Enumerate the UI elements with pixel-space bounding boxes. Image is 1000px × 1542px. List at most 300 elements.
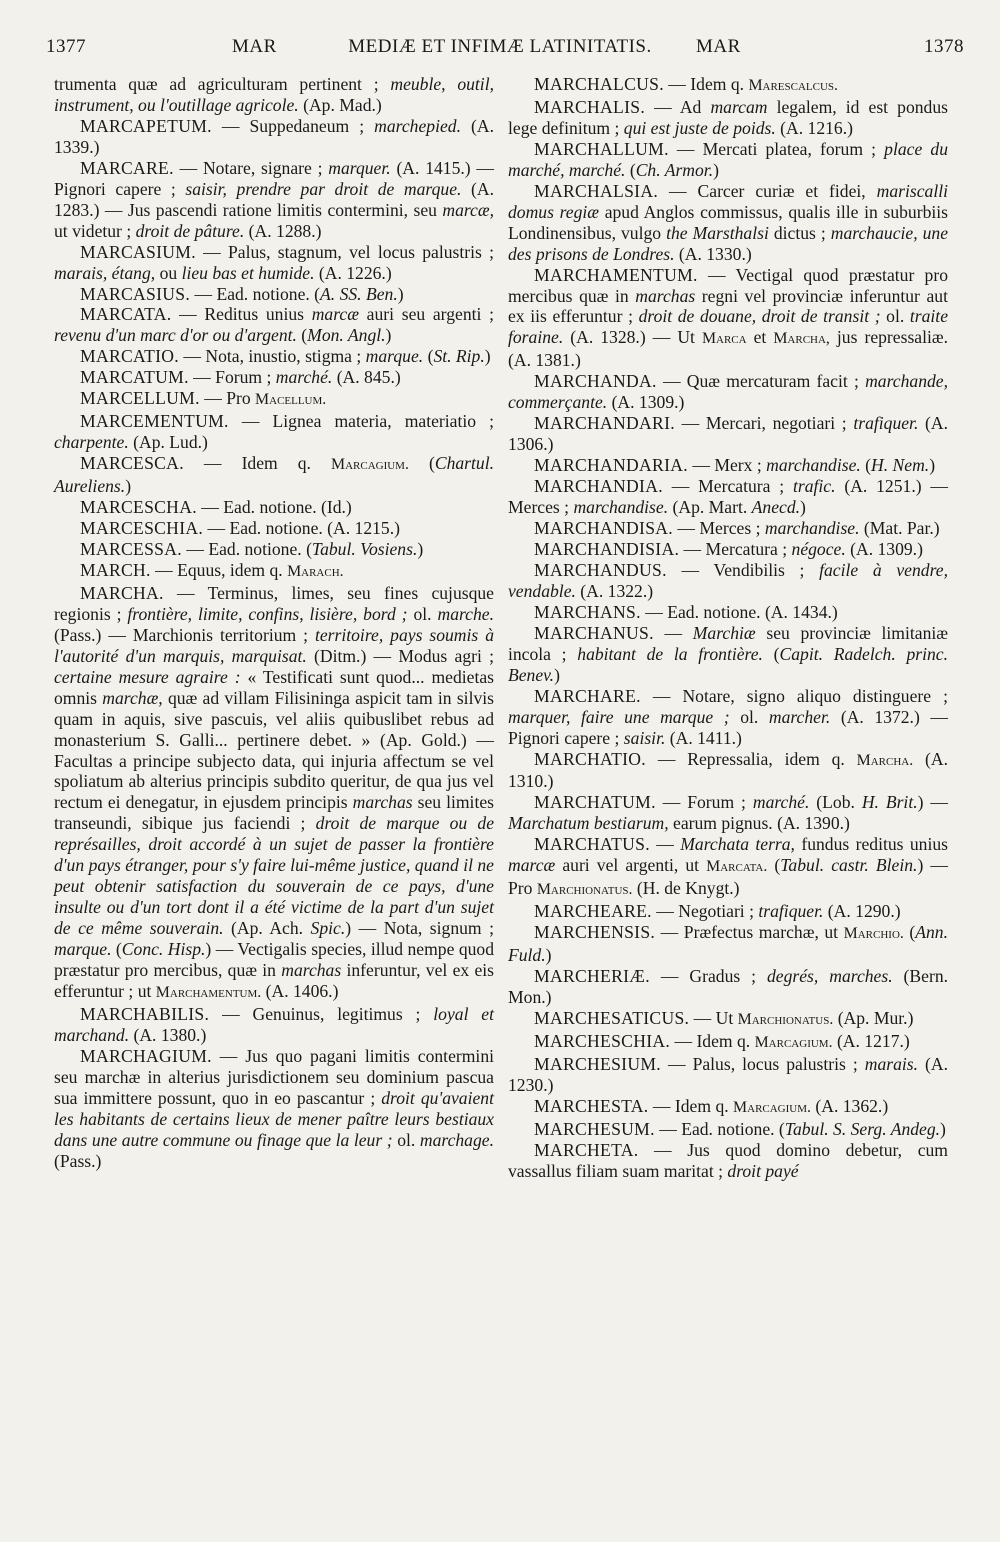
- entry-gloss: marais, étang,: [54, 262, 156, 283]
- entry-gloss: droit qu'avaient les habitants de certains lieux de mener paître leurs bestiaux dans une autre commune ou finage que la leur ;: [54, 1087, 494, 1150]
- entry-gloss: marchas: [635, 285, 696, 306]
- entry-text: (A. 1216.): [775, 117, 853, 138]
- dictionary-entry: [508, 539, 948, 560]
- entry-text: « Testificati sunt quod... medietas omnis: [54, 666, 494, 708]
- entry-headword: MARCHENSIS.: [534, 922, 656, 943]
- entry-text: — Palus, locus palustris ;: [660, 1053, 865, 1074]
- entry-text: — Ead. notione. (: [181, 538, 312, 559]
- entry-cross-reference: Marcha.: [856, 751, 914, 769]
- entry-gloss: marque.: [365, 346, 424, 367]
- entry-text: (Ditm.) — Modus agri ;: [306, 645, 494, 666]
- dictionary-entry: [508, 476, 948, 518]
- entry-headword: MARCHARE.: [534, 685, 641, 706]
- entry-text: seu provinciæ limitaniæ incola ;: [508, 622, 948, 664]
- entry-gloss: revenu d'un marc d'or ou d'argent.: [54, 325, 297, 346]
- entry-headword: MARCEMENTUM.: [80, 411, 229, 432]
- dictionary-entry: [54, 1004, 494, 1046]
- entry-gloss: marais.: [864, 1053, 919, 1074]
- entry-text: — Ad: [645, 96, 711, 117]
- entry-text: — Gradus ;: [649, 966, 767, 987]
- entry-headword: MARCHA.: [80, 582, 164, 603]
- entry-text: auri vel argenti, ut: [555, 855, 707, 876]
- entry-gloss: facile à vendre, vendable.: [508, 559, 948, 601]
- entry-text: (: [111, 939, 122, 960]
- entry-gloss: Marchiæ: [692, 622, 756, 643]
- entry-text: ) — Vectigalis species, illud nempe quod præstatur pro mercibus, quæ in: [54, 939, 495, 981]
- entry-headword: MARCHERIÆ.: [534, 966, 650, 987]
- entry-gloss: H. Nem.: [871, 455, 930, 476]
- entry-headword: MARCHANDA.: [534, 371, 657, 392]
- entry-cross-reference: Marchionatus.: [536, 881, 633, 899]
- entry-gloss: saisir.: [623, 727, 666, 748]
- entry-headword: MARCHANDISIA.: [534, 538, 680, 559]
- dictionary-entry: [54, 346, 494, 367]
- entry-gloss: marchage.: [419, 1129, 494, 1150]
- entry-text: ): [545, 945, 552, 966]
- entry-cross-reference: Marcagium.: [754, 1033, 833, 1051]
- entry-text: (Ap. Ach.: [223, 918, 311, 939]
- entry-headword: MARCATUM.: [80, 367, 189, 388]
- entry-text: — Idem q.: [663, 74, 749, 94]
- entry-headword: MARCHANUS.: [534, 622, 654, 643]
- entry-text: — Ead. notione. (Id.): [196, 497, 352, 518]
- entry-headword: MARCHAGIUM.: [80, 1045, 212, 1066]
- dictionary-entry: [54, 388, 494, 411]
- entry-gloss: Tabul. castr. Blein.: [780, 855, 918, 876]
- entry-gloss: qui est juste de poids.: [623, 117, 776, 138]
- entry-text: ol.: [729, 706, 769, 727]
- entry-text: (A. 1406.): [261, 980, 339, 1001]
- entry-gloss: marcæ: [311, 304, 359, 325]
- entry-gloss: Spic.: [310, 918, 346, 939]
- entry-headword: MARCHAMENTUM.: [534, 264, 698, 285]
- entry-text: quæ ad villam Filisininga aspicit tam in silvis quam in aquis, sive pascuis, vel aliis quibuslibet rebus ad monasterium S. Galli... pertinere debet. » (Ap. Gold.) — Facultas a principe subjecto data, qui injuria affectum se vel spoliatum ab alterius principis subdito queritur, de qua jus vel rectum ei denegatur, in ejusdem principis: [54, 687, 494, 813]
- entry-text: — Nota, inustio, stigma ;: [178, 346, 366, 367]
- entry-headword: MARCHATUM.: [534, 792, 656, 813]
- entry-headword: MARCASIUS.: [80, 283, 191, 304]
- dictionary-entry: [54, 158, 494, 242]
- entry-gloss: marcher.: [768, 706, 831, 727]
- entry-text: — Lignea materia, materiatio ;: [228, 411, 494, 432]
- entry-headword: MARCHETA.: [534, 1139, 639, 1160]
- entry-headword: MARCATIO.: [80, 346, 179, 367]
- dictionary-entry: [508, 413, 948, 455]
- entry-text: (Pass.): [54, 1150, 102, 1171]
- entry-gloss: habitant de la frontière.: [577, 643, 763, 664]
- entry-gloss: Marchata terra,: [680, 834, 795, 855]
- dictionary-entry: [508, 1054, 948, 1096]
- dictionary-entry: [508, 518, 948, 539]
- entry-text: ) — Pro: [508, 855, 948, 899]
- left-column: [54, 74, 494, 1172]
- entry-text: — Carcer curiæ et fidei,: [658, 180, 877, 201]
- entry-text: (Bern. Mon.): [508, 966, 949, 1007]
- entry-text: (A. 1322.): [575, 580, 654, 601]
- entry-text: — Jus quod domino debetur, cum vassallus filiam suam maritat ;: [508, 1139, 948, 1181]
- entry-gloss: trafiquer.: [853, 413, 919, 434]
- entry-text: — Palus, stagnum, vel locus palustris ;: [195, 241, 494, 262]
- entry-text: (A. 1251.) — Merces ;: [508, 476, 949, 518]
- entry-cross-reference: Marcagium.: [331, 456, 409, 474]
- entry-headword: MARCESSA.: [80, 538, 182, 559]
- entry-text: (: [762, 643, 780, 664]
- entry-text: (: [625, 159, 636, 180]
- entry-text: — Notare, signo aliquo distinguere ;: [640, 685, 948, 706]
- entry-text: ut videtur ;: [54, 220, 136, 241]
- entry-text: ): [929, 455, 936, 476]
- entry-text: — Suppedaneum ;: [211, 115, 375, 136]
- entry-text: (A. 1309.): [607, 392, 685, 413]
- entry-gloss: négoce.: [791, 538, 846, 559]
- entry-text: regni vel provinciæ inferuntur aut ex iis efferuntur ;: [508, 285, 948, 327]
- entry-headword: MARCATA.: [80, 304, 172, 325]
- entry-text: (H. de Knygt.): [632, 878, 740, 899]
- entry-gloss: loyal et marchand.: [54, 1003, 495, 1045]
- entry-text: — Genuinus, legitimus ;: [209, 1003, 434, 1024]
- dictionary-entry: [54, 583, 494, 1004]
- entry-text: ): [484, 346, 491, 367]
- entry-text: — Vectigal quod præstatur pro mercibus quæ in: [508, 264, 948, 306]
- entry-text: — Vendibilis ;: [666, 559, 820, 580]
- entry-cross-reference: Macellum.: [255, 391, 327, 409]
- dictionary-entry: [508, 922, 948, 966]
- entry-text: (A. 1330.): [674, 243, 752, 264]
- entry-headword: MARCHANS.: [534, 601, 641, 622]
- entry-cross-reference: Marcagium.: [733, 1098, 811, 1116]
- dictionary-entry: [508, 1140, 948, 1182]
- entry-gloss: marcam: [710, 96, 768, 117]
- dictionary-entry: [508, 834, 948, 901]
- entry-gloss: charpente.: [54, 432, 129, 453]
- entry-text: —: [653, 622, 693, 643]
- entry-text: (A. 1309.): [845, 538, 923, 559]
- entry-gloss: marchæ,: [102, 687, 163, 708]
- entry-text: (A. 845.): [332, 367, 401, 388]
- entry-headword: MARCESCHIA.: [80, 518, 204, 539]
- entry-text: (Ap. Mart.: [668, 497, 752, 518]
- entry-text: — Equus, idem q.: [150, 559, 288, 580]
- entry-cross-reference: Marcha,: [773, 330, 830, 348]
- dictionary-entry: [54, 74, 494, 116]
- entry-headword: MARCARE.: [80, 157, 174, 178]
- entry-text: — Mercatura ;: [679, 538, 792, 559]
- entry-gloss: droit de marque ou de représailles, droit accordé à un sujet de passer la frontière d'un pays étranger, pour s'y faire lui-même justice, quand il ne peut obtenir satisfaction du souverain de ce pays, d'une insulte ou d'un tort dont il a été victime de la part d'un sujet de ce même souverain.: [54, 813, 495, 939]
- dictionary-entry: [508, 602, 948, 623]
- entry-gloss: marcæ: [508, 855, 556, 876]
- entry-text: (: [408, 453, 435, 474]
- entry-gloss: meuble, outil, instrument, ou l'outillage agricole.: [54, 74, 494, 115]
- entry-text: legalem, id est pondus lege definitum ;: [508, 96, 948, 138]
- entry-text: ou: [155, 262, 182, 283]
- entry-text: — Ead. notione. (: [654, 1118, 785, 1139]
- entry-text: ): [713, 159, 719, 180]
- entry-headword: MARCH.: [80, 559, 151, 580]
- entry-text: ): [417, 538, 424, 559]
- entry-text: — Terminus, limes, seu fines cujusque regionis ;: [54, 582, 494, 624]
- entry-text: — Quæ mercaturam facit ;: [656, 371, 866, 392]
- entry-headword: MARCHESATICUS.: [534, 1007, 690, 1028]
- entry-text: (A. 1230.): [508, 1053, 948, 1095]
- entry-gloss: droit de pâture.: [135, 220, 245, 241]
- entry-gloss: marché.: [752, 792, 810, 813]
- dictionary-entry: [54, 453, 494, 497]
- entry-text: — Idem q.: [670, 1030, 755, 1051]
- entry-cross-reference: Marca: [701, 330, 747, 348]
- entry-text: (A. 1380.): [129, 1024, 207, 1045]
- entry-text: — Idem q.: [648, 1095, 734, 1116]
- entry-text: (: [423, 346, 434, 367]
- entry-gloss: Capit. Radelch. princ. Benev.: [508, 643, 948, 685]
- guide-word-right: MAR: [696, 36, 741, 57]
- entry-gloss: trafiquer.: [758, 901, 824, 922]
- entry-gloss: marchepied.: [374, 115, 461, 136]
- entry-text: (A. 1217.): [832, 1030, 910, 1051]
- entry-text: fundus reditus unius: [794, 834, 948, 855]
- dictionary-entry: [508, 901, 948, 922]
- entry-text: ) —: [917, 792, 948, 813]
- entry-gloss: H. Brit.: [861, 792, 918, 813]
- entry-headword: MARCHESCHIA.: [534, 1030, 671, 1051]
- entry-gloss: certaine mesure agraire :: [54, 666, 241, 687]
- entry-text: (A. 1339.): [54, 115, 494, 157]
- entry-gloss: Marchatum bestiarum,: [508, 813, 669, 834]
- entry-gloss: degrés, marches.: [767, 966, 893, 987]
- entry-text: auri seu argenti ;: [358, 304, 494, 325]
- entry-text: (: [903, 922, 916, 943]
- running-header: [0, 36, 1000, 70]
- page-number-left: 1377: [46, 36, 86, 57]
- entry-text: ol.: [407, 603, 438, 624]
- entry-gloss: marchandise.: [766, 455, 861, 476]
- entry-text: — Ead. notione. (: [190, 283, 321, 304]
- entry-text: seu limites transeundi, sibique jus faciendi ;: [54, 792, 494, 834]
- entry-text: (Pass.) — Marchionis territorium ;: [54, 624, 315, 645]
- running-title: MEDIÆ ET INFIMÆ LATINITATIS.: [348, 36, 652, 57]
- entry-headword: MARCHESUM.: [534, 1118, 655, 1139]
- entry-headword: MARCHANDUS.: [534, 559, 667, 580]
- entry-text: (Mat. Par.): [859, 518, 940, 539]
- entry-text: (: [860, 455, 872, 476]
- entry-text: (A. 1411.): [665, 727, 742, 748]
- dictionary-entry: [508, 966, 948, 1008]
- entry-text: (: [296, 325, 308, 346]
- entry-text: et: [746, 327, 774, 348]
- entry-cross-reference: Marchio.: [843, 925, 904, 943]
- entry-text: ol.: [392, 1129, 420, 1150]
- dictionary-entry: [54, 304, 494, 346]
- entry-text: trumenta quæ ad agriculturam pertinent ;: [54, 74, 391, 94]
- entry-text: —: [649, 834, 681, 855]
- entry-gloss: marche.: [437, 603, 494, 624]
- entry-gloss: Ann. Fuld.: [508, 922, 949, 966]
- entry-headword: MARCESCA.: [80, 453, 184, 474]
- entry-text: ): [397, 283, 404, 304]
- entry-headword: MARCHATIO.: [534, 748, 646, 769]
- entry-gloss: Chartul. Aureliens.: [54, 453, 494, 497]
- entry-text: (A. 1306.): [508, 413, 948, 455]
- entry-text: ): [554, 664, 560, 685]
- entry-gloss: Anecd.: [751, 497, 801, 518]
- dictionary-entry: [508, 1119, 948, 1140]
- entry-text: — Idem q.: [183, 453, 331, 474]
- entry-text: — Notare, signare ;: [173, 157, 329, 178]
- dictionary-entry: [508, 1008, 948, 1031]
- dictionary-entry: [508, 455, 948, 476]
- dictionary-entry: [54, 116, 494, 158]
- dictionary-entry: [508, 181, 948, 265]
- entry-text: (A. 1362.): [810, 1095, 889, 1116]
- entry-gloss: Mon. Angl.: [307, 325, 386, 346]
- guide-word-left: MAR: [232, 36, 277, 57]
- dictionary-entry: [54, 367, 494, 388]
- entry-headword: MARCHEARE.: [534, 901, 652, 922]
- page-number-right: 1378: [924, 36, 964, 57]
- entry-text: — Mercati platea, forum ;: [668, 138, 885, 159]
- entry-cross-reference: Marach.: [287, 562, 344, 580]
- entry-text: (A. 1226.): [314, 262, 392, 283]
- entry-gloss: the Marsthalsi: [666, 222, 769, 243]
- entry-text: — Jus quo pagani limitis contermini seu marchæ in alterius jurisdictionem seu dominium pascua sua immittere possunt, quo in eo pascantur ;: [54, 1045, 494, 1108]
- entry-text: ): [385, 325, 392, 346]
- entry-cross-reference: Marcata.: [706, 858, 768, 876]
- entry-gloss: traite foraine.: [508, 306, 949, 348]
- entry-headword: MARCHATUS.: [534, 834, 650, 855]
- entry-text: — Forum ;: [188, 367, 276, 388]
- entry-headword: MARCHALIS.: [534, 96, 646, 117]
- entry-headword: MARCAPETUM.: [80, 115, 212, 136]
- dictionary-entry: [54, 560, 494, 583]
- dictionary-entry: [508, 265, 948, 372]
- dictionary-entry: [508, 1096, 948, 1119]
- entry-text: (A. 1290.): [823, 901, 901, 922]
- entry-text: (A. 1310.): [508, 748, 948, 792]
- entry-headword: MARCHANDISA.: [534, 518, 673, 539]
- entry-text: — Reditus unius: [171, 304, 312, 325]
- entry-headword: MARCESCHA.: [80, 497, 197, 518]
- dictionary-entry: [508, 560, 948, 602]
- dictionary-entry: [508, 371, 948, 413]
- entry-headword: MARCHALSIA.: [534, 180, 659, 201]
- entry-text: ) — Nota, signum ;: [345, 918, 494, 939]
- entry-text: — Ead. notione. (A. 1434.): [640, 601, 838, 622]
- entry-text: ): [125, 476, 132, 497]
- entry-gloss: marquer, faire une marque ;: [508, 706, 730, 727]
- dictionary-entry: [508, 97, 948, 139]
- entry-headword: MARCHALCUS.: [534, 74, 664, 94]
- entry-text: (Ap. Mad.): [298, 94, 382, 115]
- entry-headword: MARCHALLUM.: [534, 138, 669, 159]
- entry-text: — Merces ;: [673, 518, 765, 539]
- entry-gloss: marquer.: [328, 157, 391, 178]
- entry-gloss: Tabul. S. Serg. Andeg.: [784, 1118, 941, 1139]
- entry-headword: MARCELLUM.: [80, 388, 200, 409]
- entry-text: apud Anglos commissus, qualis ille in suburbiis Londinensibus, vulgo: [508, 201, 948, 243]
- dictionary-entry: [54, 518, 494, 539]
- entry-cross-reference: Marchionatus.: [737, 1010, 834, 1028]
- dictionary-entry: [54, 284, 494, 305]
- dictionary-entry: [54, 242, 494, 284]
- entry-text: — Ut: [689, 1007, 738, 1028]
- right-column: [508, 74, 948, 1182]
- entry-gloss: marchas: [352, 792, 413, 813]
- entry-text: ): [800, 497, 806, 518]
- entry-gloss: droit de douane, droit de transit ;: [638, 306, 881, 327]
- entry-text: dictus ;: [768, 222, 831, 243]
- entry-cross-reference: Marescalcus.: [748, 77, 839, 94]
- entry-gloss: saisir, prendre par droit de marque.: [185, 178, 462, 199]
- entry-text: inferuntur, vel ex eis efferuntur ; ut: [54, 960, 495, 1001]
- entry-text: ): [940, 1118, 946, 1139]
- entry-gloss: marchandise.: [764, 518, 860, 539]
- entry-text: (A. 1415.) — Pignori capere ;: [54, 157, 495, 199]
- entry-headword: MARCHESTA.: [534, 1095, 649, 1116]
- entry-gloss: Tabul. Vosiens.: [311, 538, 418, 559]
- entry-gloss: A. SS. Ben.: [320, 283, 398, 304]
- entry-text: ol.: [880, 306, 910, 327]
- entry-gloss: trafic.: [793, 476, 836, 497]
- entry-gloss: marchandise.: [573, 497, 669, 518]
- entry-gloss: Conc. Hisp.: [121, 939, 206, 960]
- entry-text: (Ap. Mur.): [833, 1007, 914, 1028]
- entry-cross-reference: Marchamentum.: [155, 983, 262, 1001]
- entry-text: — Ead. notione. (A. 1215.): [203, 518, 400, 539]
- entry-headword: MARCASIUM.: [80, 241, 196, 262]
- entry-gloss: place du marché, marché.: [508, 138, 948, 180]
- entry-text: — Merx ;: [687, 455, 767, 476]
- entry-gloss: marché.: [275, 367, 333, 388]
- dictionary-entry: [508, 749, 948, 793]
- entry-gloss: territoire, pays soumis à l'autorité d'un marquis, marquisat.: [54, 624, 494, 666]
- entry-text: earum pignus. (A. 1390.): [668, 813, 850, 834]
- entry-text: — Mercatura ;: [662, 476, 793, 497]
- entry-gloss: frontière, limite, confins, lisière, bord ;: [127, 603, 408, 624]
- dictionary-entry: [508, 1031, 948, 1054]
- entry-headword: MARCHABILIS.: [80, 1003, 210, 1024]
- entry-gloss: marchande, commerçante.: [508, 371, 948, 413]
- dictionary-entry: [54, 497, 494, 518]
- entry-gloss: droit payé: [727, 1160, 799, 1181]
- entry-gloss: marcæ,: [442, 199, 494, 220]
- entry-gloss: Ch. Armor.: [635, 159, 714, 180]
- entry-gloss: lieu bas et humide.: [181, 262, 315, 283]
- entry-headword: MARCHESIUM.: [534, 1053, 661, 1074]
- dictionary-entry: [508, 74, 948, 97]
- entry-headword: MARCHANDARI.: [534, 413, 675, 434]
- entry-text: (Lob.: [809, 792, 862, 813]
- entry-gloss: marchas: [281, 960, 342, 981]
- entry-gloss: mariscalli domus regiæ: [508, 180, 948, 222]
- dictionary-entry: [508, 792, 948, 834]
- dictionary-entry: [508, 139, 948, 181]
- entry-text: — Repressalia, idem q.: [646, 748, 857, 769]
- entry-text: — Forum ;: [655, 792, 753, 813]
- entry-text: (Ap. Lud.): [128, 432, 208, 453]
- entry-text: — Præfectus marchæ, ut: [655, 922, 844, 943]
- entry-gloss: marchaucie, une des prisons de Londres.: [508, 222, 949, 264]
- dictionary-entry: [54, 1046, 494, 1172]
- dictionary-entry: [54, 411, 494, 453]
- dictionary-entry: [54, 539, 494, 560]
- entry-text: (A. 1283.) — Jus pascendi ratione limitis contermini, seu: [54, 178, 494, 220]
- entry-text: (A. 1328.) — Ut: [563, 327, 702, 348]
- entry-text: — Negotiari ;: [651, 901, 759, 922]
- entry-text: (: [767, 855, 781, 876]
- dictionary-entry: [508, 623, 948, 686]
- entry-text: (A. 1372.) — Pignori capere ;: [508, 706, 948, 748]
- dictionary-entry: [508, 686, 948, 749]
- entry-headword: MARCHANDARIA.: [534, 455, 688, 476]
- entry-text: jus repressaliæ. (A. 1381.): [508, 327, 949, 371]
